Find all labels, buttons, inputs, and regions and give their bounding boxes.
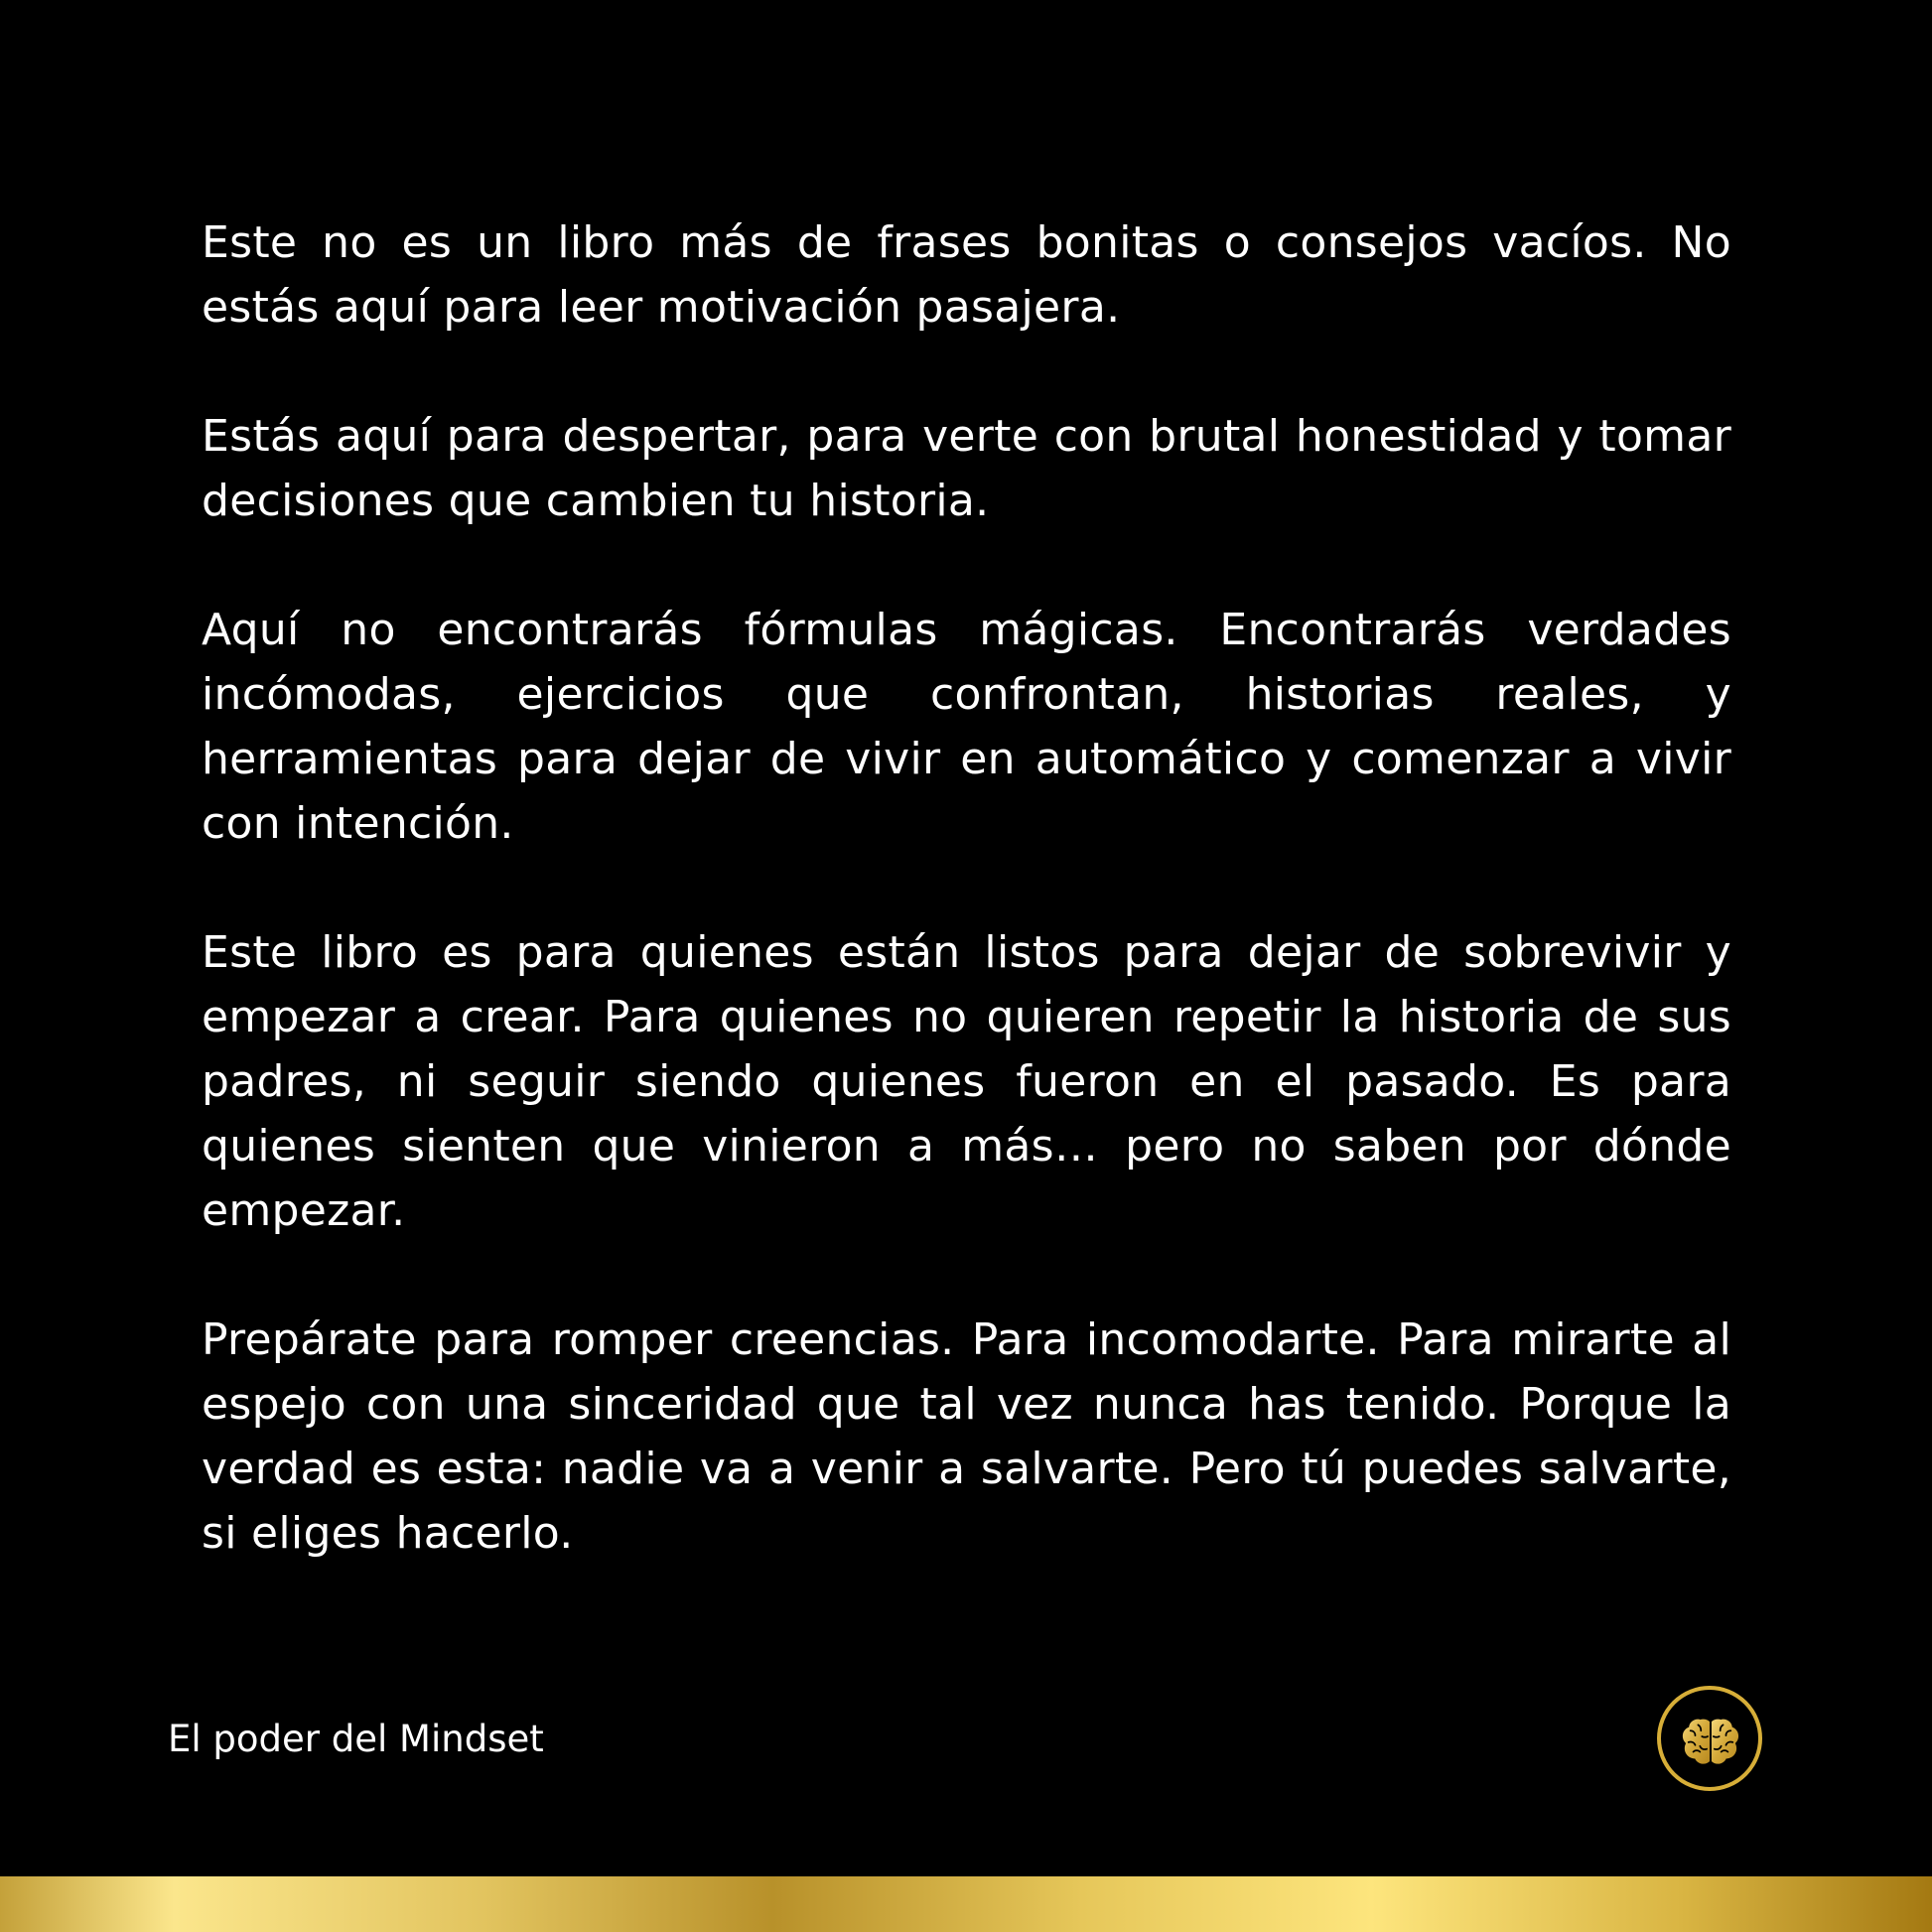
paragraph-2: Estás aquí para despertar, para verte con brutal honestidad y tomar decisiones que cambien tu historia. bbox=[202, 411, 1731, 526]
gold-gradient-bar bbox=[0, 1876, 1932, 1932]
paragraph-1: Este no es un libro más de frases bonitas o consejos vacíos. No estás aquí para leer motivación pasajera. bbox=[202, 217, 1731, 333]
footer-book-title: El poder del Mindset bbox=[168, 1718, 544, 1760]
paragraph-5: Prepárate para romper creencias. Para incomodarte. Para mirarte al espejo con una sinceridad que tal vez nunca has tenido. Porque la verdad es esta: nadie va a venir a salvarte. Pero tú puedes salvarte, si eliges hacerlo. bbox=[202, 1314, 1731, 1559]
brain-icon bbox=[1679, 1708, 1740, 1769]
body-text bbox=[202, 210, 1731, 1630]
brain-logo bbox=[1657, 1686, 1762, 1791]
paragraph-3: Aquí no encontrarás fórmulas mágicas. Encontrarás verdades incómodas, ejercicios que confrontan, historias reales, y herramientas para dejar de vivir en automático y comenzar a vivir con intención. bbox=[202, 605, 1731, 849]
paragraph-4: Este libro es para quienes están listos para dejar de sobrevivir y empezar a crear. Para quienes no quieren repetir la historia de sus padres, ni seguir siendo quienes fueron en el pasado. Es para quienes sienten que vinieron a más… pero no saben por dónde empezar. bbox=[202, 927, 1731, 1236]
